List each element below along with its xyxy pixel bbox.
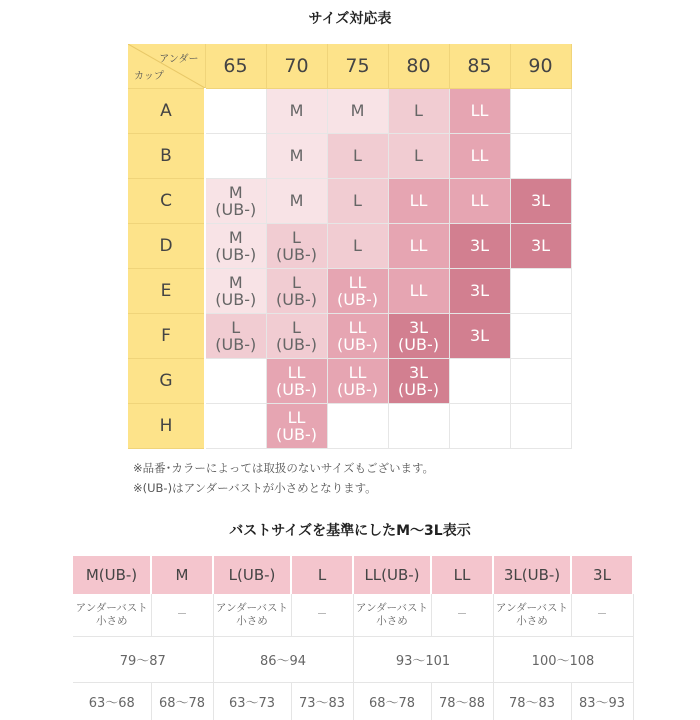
size-cell xyxy=(388,403,449,448)
size-cell: L xyxy=(327,133,388,178)
size-cell: L (UB-) xyxy=(266,268,327,313)
size-cell: 3L xyxy=(449,268,510,313)
cup-row-g xyxy=(128,358,571,403)
under-range: 83～93 xyxy=(571,682,633,720)
size-header-row xyxy=(73,556,633,594)
size-cell xyxy=(449,358,510,403)
size-cell xyxy=(510,133,571,178)
size-cell xyxy=(510,88,571,133)
dash: － xyxy=(291,594,353,636)
cup-label: カップ xyxy=(134,70,164,82)
size-cell: L xyxy=(327,178,388,223)
size-cell xyxy=(510,268,571,313)
size-cell: LL (UB-) xyxy=(327,268,388,313)
under-65: 65 xyxy=(205,44,266,88)
cup-label-c: C xyxy=(128,178,205,223)
size-cell: LL xyxy=(449,133,510,178)
dash: － xyxy=(431,594,493,636)
under-90: 90 xyxy=(510,44,571,88)
size-cell xyxy=(510,358,571,403)
ub-note: アンダーバスト 小さめ xyxy=(213,594,291,636)
size-cell: LL (UB-) xyxy=(266,403,327,448)
size-cell: 3L xyxy=(510,223,571,268)
cup-row-c xyxy=(128,178,571,223)
size-cell xyxy=(205,88,266,133)
under-header-row xyxy=(128,44,571,88)
size-header: L xyxy=(291,556,353,594)
size-cell xyxy=(510,403,571,448)
size-header: LL(UB-) xyxy=(353,556,431,594)
ub-note: アンダーバスト 小さめ xyxy=(493,594,571,636)
size-cell: L xyxy=(388,133,449,178)
cup-label-h: H xyxy=(128,403,205,448)
size-table xyxy=(128,44,572,449)
under-75: 75 xyxy=(327,44,388,88)
size-cell: LL xyxy=(449,178,510,223)
cup-row-a xyxy=(128,88,571,133)
size-cell: 3L xyxy=(449,223,510,268)
size-cell xyxy=(205,133,266,178)
size-cell: 3L (UB-) xyxy=(388,313,449,358)
bust-range: 86～94 xyxy=(213,636,353,682)
cup-row-f xyxy=(128,313,571,358)
size-cell: L (UB-) xyxy=(266,313,327,358)
bust-size-table xyxy=(73,556,634,720)
ub-note: アンダーバスト 小さめ xyxy=(73,594,151,636)
corner-cell xyxy=(128,44,205,88)
size-cell: L (UB-) xyxy=(205,313,266,358)
size-cell: LL xyxy=(388,268,449,313)
note-2: ※(UB-)はアンダーバストが小さめとなります。 xyxy=(133,481,377,495)
size-cell: LL xyxy=(388,178,449,223)
cup-label-b: B xyxy=(128,133,205,178)
size-cell: L (UB-) xyxy=(266,223,327,268)
cup-label-f: F xyxy=(128,313,205,358)
dash: － xyxy=(571,594,633,636)
size-header: 3L xyxy=(571,556,633,594)
note-1: ※品番･カラーによっては取扱のないサイズもございます。 xyxy=(133,461,435,475)
size-header: L(UB-) xyxy=(213,556,291,594)
bust-size-title: バストサイズを基準にしたM～3L表示 xyxy=(229,523,471,539)
under-label: アンダー xyxy=(159,54,199,65)
size-cell xyxy=(205,358,266,403)
size-chart-title: サイズ対応表 xyxy=(308,11,392,27)
cup-row-b xyxy=(128,133,571,178)
under-80: 80 xyxy=(388,44,449,88)
size-cell xyxy=(205,403,266,448)
cup-row-d xyxy=(128,223,571,268)
ub-note-row xyxy=(73,594,633,636)
size-cell: LL (UB-) xyxy=(327,313,388,358)
under-row xyxy=(73,682,633,720)
bust-range: 79～87 xyxy=(73,636,213,682)
dash: － xyxy=(151,594,213,636)
under-85: 85 xyxy=(449,44,510,88)
ub-note: アンダーバスト 小さめ xyxy=(353,594,431,636)
under-range: 63～73 xyxy=(213,682,291,720)
size-cell: LL (UB-) xyxy=(327,358,388,403)
under-range: 63～68 xyxy=(73,682,151,720)
under-range: 78～88 xyxy=(431,682,493,720)
size-cell: M xyxy=(266,88,327,133)
under-70: 70 xyxy=(266,44,327,88)
cup-label-g: G xyxy=(128,358,205,403)
size-cell: LL xyxy=(388,223,449,268)
size-cell: LL (UB-) xyxy=(266,358,327,403)
size-cell: 3L xyxy=(510,178,571,223)
cup-label-d: D xyxy=(128,223,205,268)
size-cell: M (UB-) xyxy=(205,178,266,223)
bust-range: 93～101 xyxy=(353,636,493,682)
size-header: M xyxy=(151,556,213,594)
size-cell: M xyxy=(327,88,388,133)
bust-range: 100～108 xyxy=(493,636,633,682)
under-range: 73～83 xyxy=(291,682,353,720)
size-header: 3L(UB-) xyxy=(493,556,571,594)
size-header: LL xyxy=(431,556,493,594)
size-cell: M (UB-) xyxy=(205,223,266,268)
size-header: M(UB-) xyxy=(73,556,151,594)
size-cell: L xyxy=(327,223,388,268)
size-cell: L xyxy=(388,88,449,133)
size-cell: 3L xyxy=(449,313,510,358)
notes xyxy=(133,458,434,498)
size-cell xyxy=(449,403,510,448)
cup-label-e: E xyxy=(128,268,205,313)
size-cell: M (UB-) xyxy=(205,268,266,313)
cup-row-e xyxy=(128,268,571,313)
under-range: 68～78 xyxy=(151,682,213,720)
size-cell: M xyxy=(266,133,327,178)
size-cell: M xyxy=(266,178,327,223)
size-cell xyxy=(327,403,388,448)
size-cell xyxy=(510,313,571,358)
under-range: 78～83 xyxy=(493,682,571,720)
cup-row-h xyxy=(128,403,571,448)
cup-label-a: A xyxy=(128,88,205,133)
under-range: 68～78 xyxy=(353,682,431,720)
size-cell: LL xyxy=(449,88,510,133)
bust-row xyxy=(73,636,633,682)
size-cell: 3L (UB-) xyxy=(388,358,449,403)
